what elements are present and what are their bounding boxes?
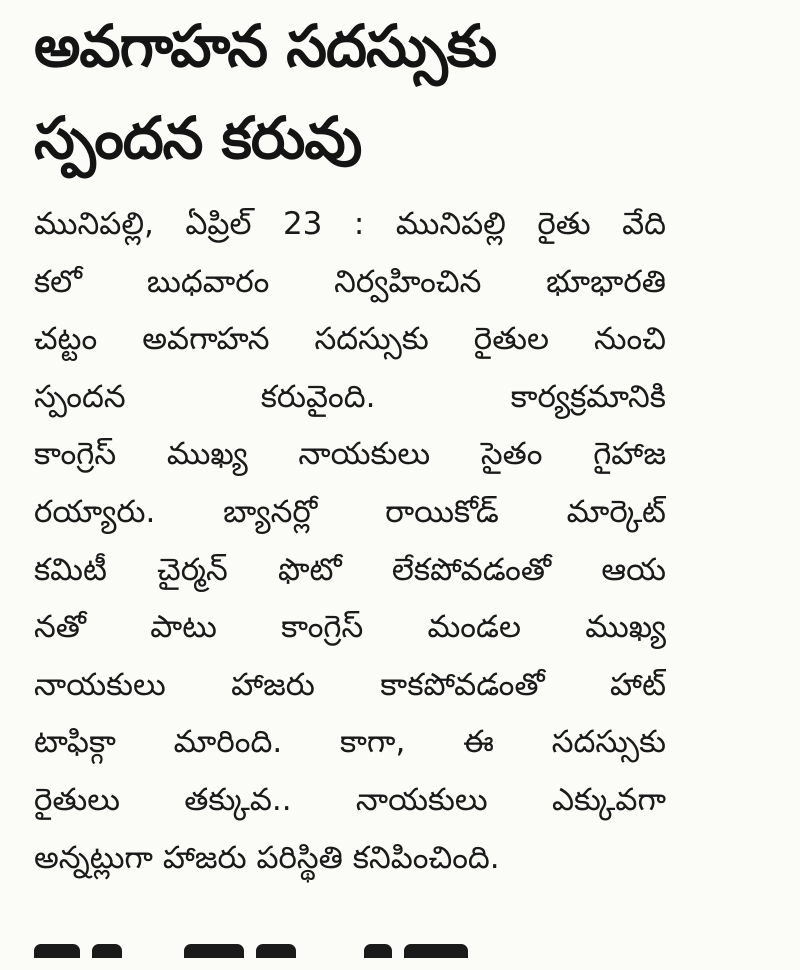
- body-line: నాయకులు హాజరు కాకపోవడంతో హాట్: [34, 666, 666, 703]
- body-line: అన్నట్లుగా హాజరు పరిస్థితి కనిపించింది.: [34, 839, 500, 876]
- article-body: [34, 196, 666, 887]
- body-line: కలో బుధవారం నిర్వహించిన భూభారతి: [34, 263, 666, 300]
- body-line: చట్టం అవగాహన సదస్సుకు రైతుల నుంచి: [34, 321, 666, 358]
- cropped-glyph-mark: [404, 944, 468, 958]
- next-headline-fragment: [34, 930, 534, 970]
- cropped-glyph-mark: [184, 944, 244, 958]
- body-line: స్పందన కరువైంది. కార్యక్రమానికి: [34, 378, 666, 415]
- body-line: నతో పాటు కాంగ్రెస్ మండల ముఖ్య: [34, 609, 666, 646]
- body-line: రైతులు తక్కువ.. నాయకులు ఎక్కువగా: [34, 781, 666, 818]
- body-line: రయ్యారు. బ్యానర్లో రాయికోడ్ మార్కెట్: [34, 493, 666, 530]
- body-line: కమిటీ చైర్మన్ ఫొటో లేకపోవడంతో ఆయ: [34, 551, 666, 588]
- headline-line: స్పందన కరువు: [34, 104, 362, 172]
- cropped-glyph-mark: [256, 944, 296, 958]
- body-line: మునిపల్లి, ఏప్రిల్ 23 : మునిపల్లి రైతు వేది: [34, 206, 666, 242]
- cropped-glyph-mark: [364, 944, 392, 958]
- headline-line: అవగాహన సదస్సుకు: [34, 12, 497, 80]
- cropped-glyph-mark: [92, 944, 122, 958]
- body-line: టాఫిక్గా మారింది. కాగా, ఈ సదస్సుకు: [34, 724, 666, 761]
- headline: [34, 0, 774, 184]
- cropped-glyph-mark: [34, 944, 80, 958]
- body-line: కాంగ్రెస్ ముఖ్య నాయకులు సైతం గైహాజ: [34, 436, 666, 473]
